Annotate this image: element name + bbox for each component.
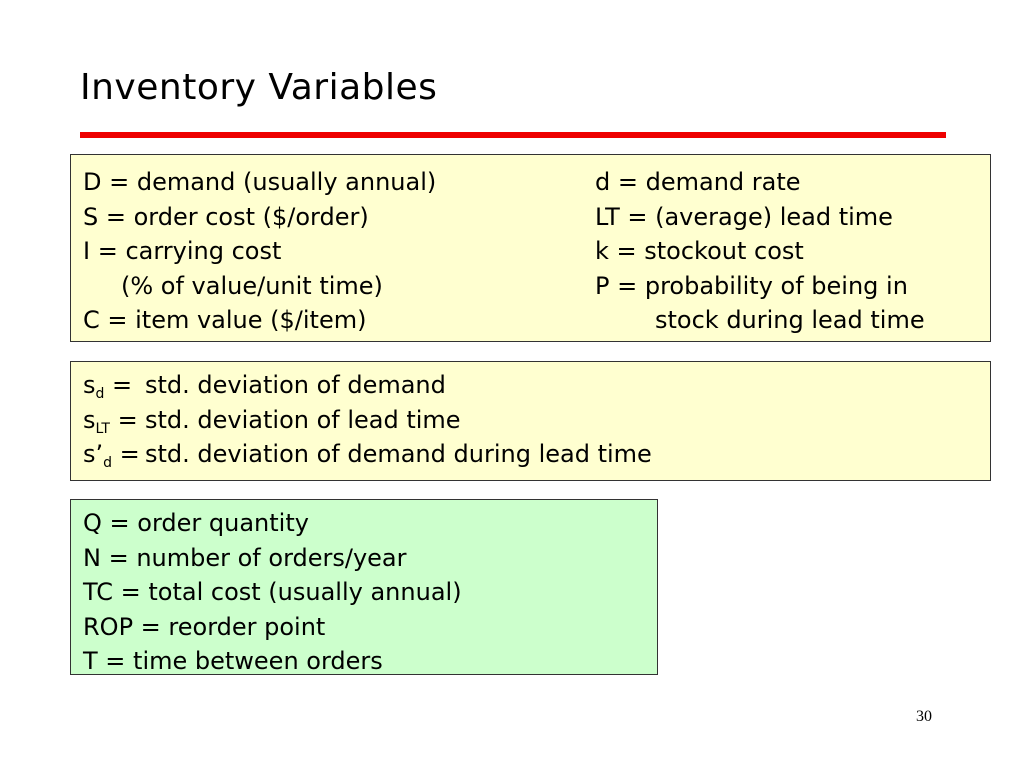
definition: std. deviation of demand: [145, 371, 446, 399]
std-dev-row: [83, 437, 990, 472]
variables-box-primary: [70, 154, 991, 342]
variable-line: Q = order quantity: [83, 509, 309, 537]
variable-line: k = stockout cost: [595, 237, 804, 265]
variable-line: N = number of orders/year: [83, 543, 407, 572]
equals-sign: =: [119, 440, 140, 468]
std-dev-row: [83, 403, 990, 438]
symbol-base: s: [83, 371, 96, 399]
symbol-base: s: [83, 405, 96, 434]
variable-line: T = time between orders: [83, 647, 383, 675]
variable-line: stock during lead time: [655, 306, 925, 334]
symbol-subscript: d: [103, 455, 113, 471]
symbol-subscript: LT: [95, 420, 110, 437]
variable-line: d = demand rate: [595, 168, 801, 196]
page-number: 30: [916, 708, 932, 725]
variable-line: ROP = reorder point: [83, 612, 326, 641]
symbol-base: s’: [83, 440, 104, 468]
variable-line: LT = (average) lead time: [595, 202, 893, 231]
variable-line: S = order cost ($/order): [83, 202, 369, 231]
order-variables-box: [70, 499, 658, 675]
variable-line: TC = total cost (usually annual): [83, 578, 462, 606]
std-deviation-box: [70, 361, 991, 481]
title-underline: [80, 132, 946, 138]
symbol: [83, 437, 145, 481]
symbol-subscript: d: [95, 386, 105, 402]
variable-line: (% of value/unit time): [121, 271, 383, 300]
variables-right-column: [595, 165, 925, 338]
variable-line: I = carrying cost: [83, 237, 282, 265]
equals-sign: =: [117, 405, 138, 434]
equals-sign: =: [112, 371, 133, 399]
variable-line: D = demand (usually annual): [83, 168, 437, 196]
variables-left-column: [83, 165, 436, 338]
variable-line: C = item value ($/item): [83, 306, 367, 334]
definition: std. deviation of demand during lead time: [145, 440, 652, 468]
slide-title: Inventory Variables: [80, 67, 438, 108]
variable-line: P = probability of being in: [595, 271, 908, 300]
definition: std. deviation of lead time: [145, 405, 461, 434]
std-dev-row: [83, 368, 990, 403]
